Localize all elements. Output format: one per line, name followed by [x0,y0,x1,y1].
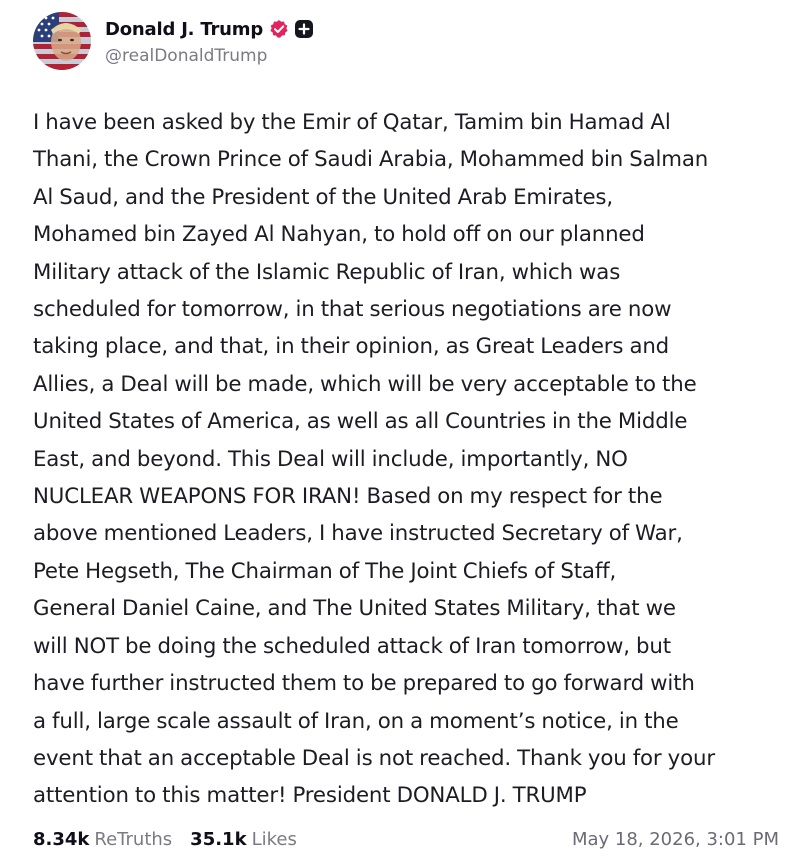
plus-icon [294,19,314,39]
post-footer [33,824,779,854]
verified-badge-icon [269,19,289,39]
author-identity [105,16,314,66]
retruths-label: ReTruths [94,828,173,850]
retruths-stat[interactable] [33,829,172,850]
post-body: I have been asked by the Emir of Qatar, Tamim bin Hamad Al Thani, the Crown Prince of Saudi Arabia, Mohammed bin Salman Al Saud, and the President of the United Arab Emirates, Mohamed bin Zayed Al Nahyan, to hold off on our planned Military attack of the Islamic Republic of Iran, which was scheduled for tomorrow, in that serious negotiations are now taking place, and that, in their opinion, as Great Leaders and Allies, a Deal will be made, which will be very acceptable to the United States of America, as well as all Countries in the Middle East, and beyond. This Deal will include, importantly, NO NUCLEAR WEAPONS FOR IRAN! Based on my respect for the above mentioned Leaders, I have instructed Secretary of War, Pete Hegseth, The Chairman of The Joint Chiefs of Staff, General Daniel Caine, and The United States Military, that we will NOT be doing the scheduled attack of Iran tomorrow, but have further instructed them to be prepared to go forward with a full, large scale assault of Iran, on a moment’s notice, in the event that an acceptable Deal is not reached. Thank you for your attention to this matter! President DONALD J. TRUMP [33,110,715,809]
likes-label: Likes [251,828,297,850]
likes-stat[interactable] [190,829,297,850]
author-handle[interactable]: @realDonaldTrump [105,46,268,66]
author-display-name[interactable]: Donald J. Trump [105,18,264,40]
post-stats [33,829,315,850]
avatar[interactable] [33,12,91,70]
name-row [105,16,314,42]
likes-count: 35.1k [190,828,247,850]
retruths-count: 8.34k [33,828,90,850]
avatar-image [33,12,91,70]
post-header [33,12,314,70]
post-timestamp[interactable]: May 18, 2026, 3:01 PM [571,828,779,850]
